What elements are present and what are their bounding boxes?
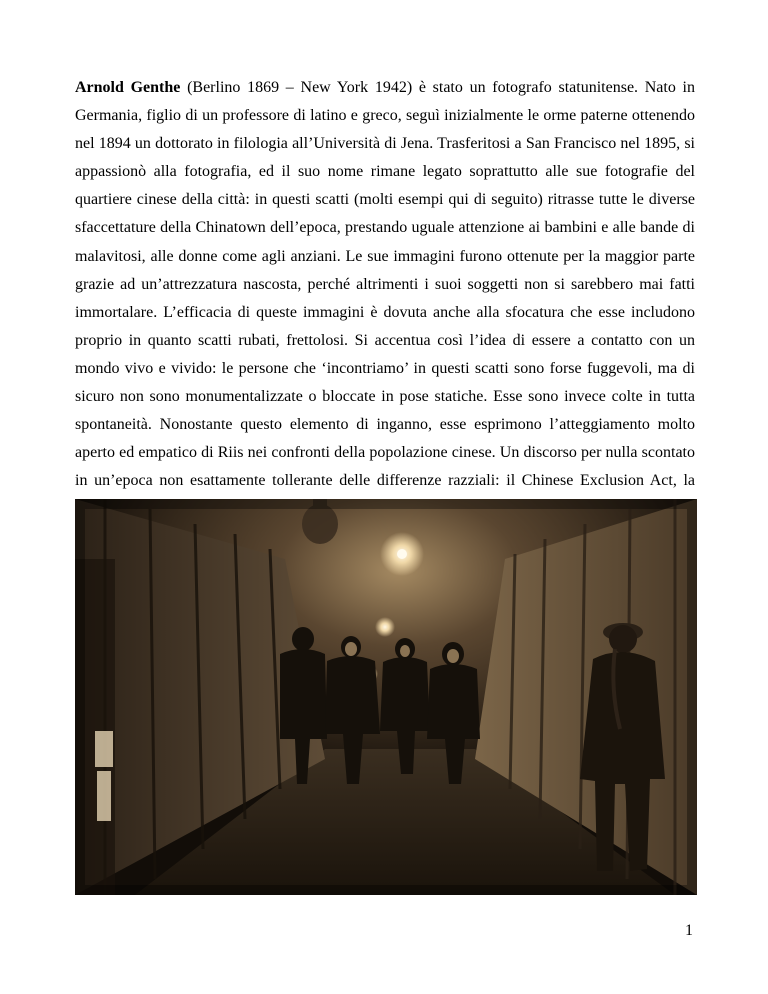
page-number: 1 [685,922,693,939]
body-paragraph [75,74,695,552]
author-name: Arnold Genthe [75,79,181,96]
chinatown-alley-photograph [75,499,697,895]
paragraph-text: (Berlino 1869 – New York 1942) è stato un fotografo statunitense. Nato in Germania, figlio di un professore di latino e greco, seguì inizialmente le orme paterne ottenendo nel 1894 un dottorato in filologia all’Università di Jena. Trasferitosi a San Francisco nel 1895, si appassionò alla fotografia, ed il suo nome rimane legato soprattutto alle sue fotografie del quartiere cinese della città: in questi scatti (molti esempi qui di seguito) ritrasse tutte le diverse sfaccettature della Chinatown dell’epoca, prestando uguale attenzione ai bambini e alle bande di malavitosi, alle donne come agli anziani. Le sue immagini furono ottenute per la maggior parte grazie ad un’attrezzatura nascosta, perché altrimenti i suoi soggetti non si sarebbero mai fatti immortalare. L’efficacia di queste immagini è dovuta anche alla sfocatura che esse includono proprio in quanto scatti rubati, frettolosi. Si accentua così l’idea di essere a contatto con un mondo vivo e vivido: le persone che ‘incontriamo’ in questi scatti sono forse fuggevoli, ma di sicuro non sono monumentalizzate o bloccate in pose statiche. Esse sono invece colte in tutta spontaneità. Nonostante questo elemento di inganno, esse esprimono l’atteggiamento molto aperto ed empatico di Riis nei confronti della popolazione cinese. Un discorso per nulla scontato in un’epoca non esattamente tollerante delle differenze razziali: il Chinese Exclusion Act, la [75,79,695,490]
